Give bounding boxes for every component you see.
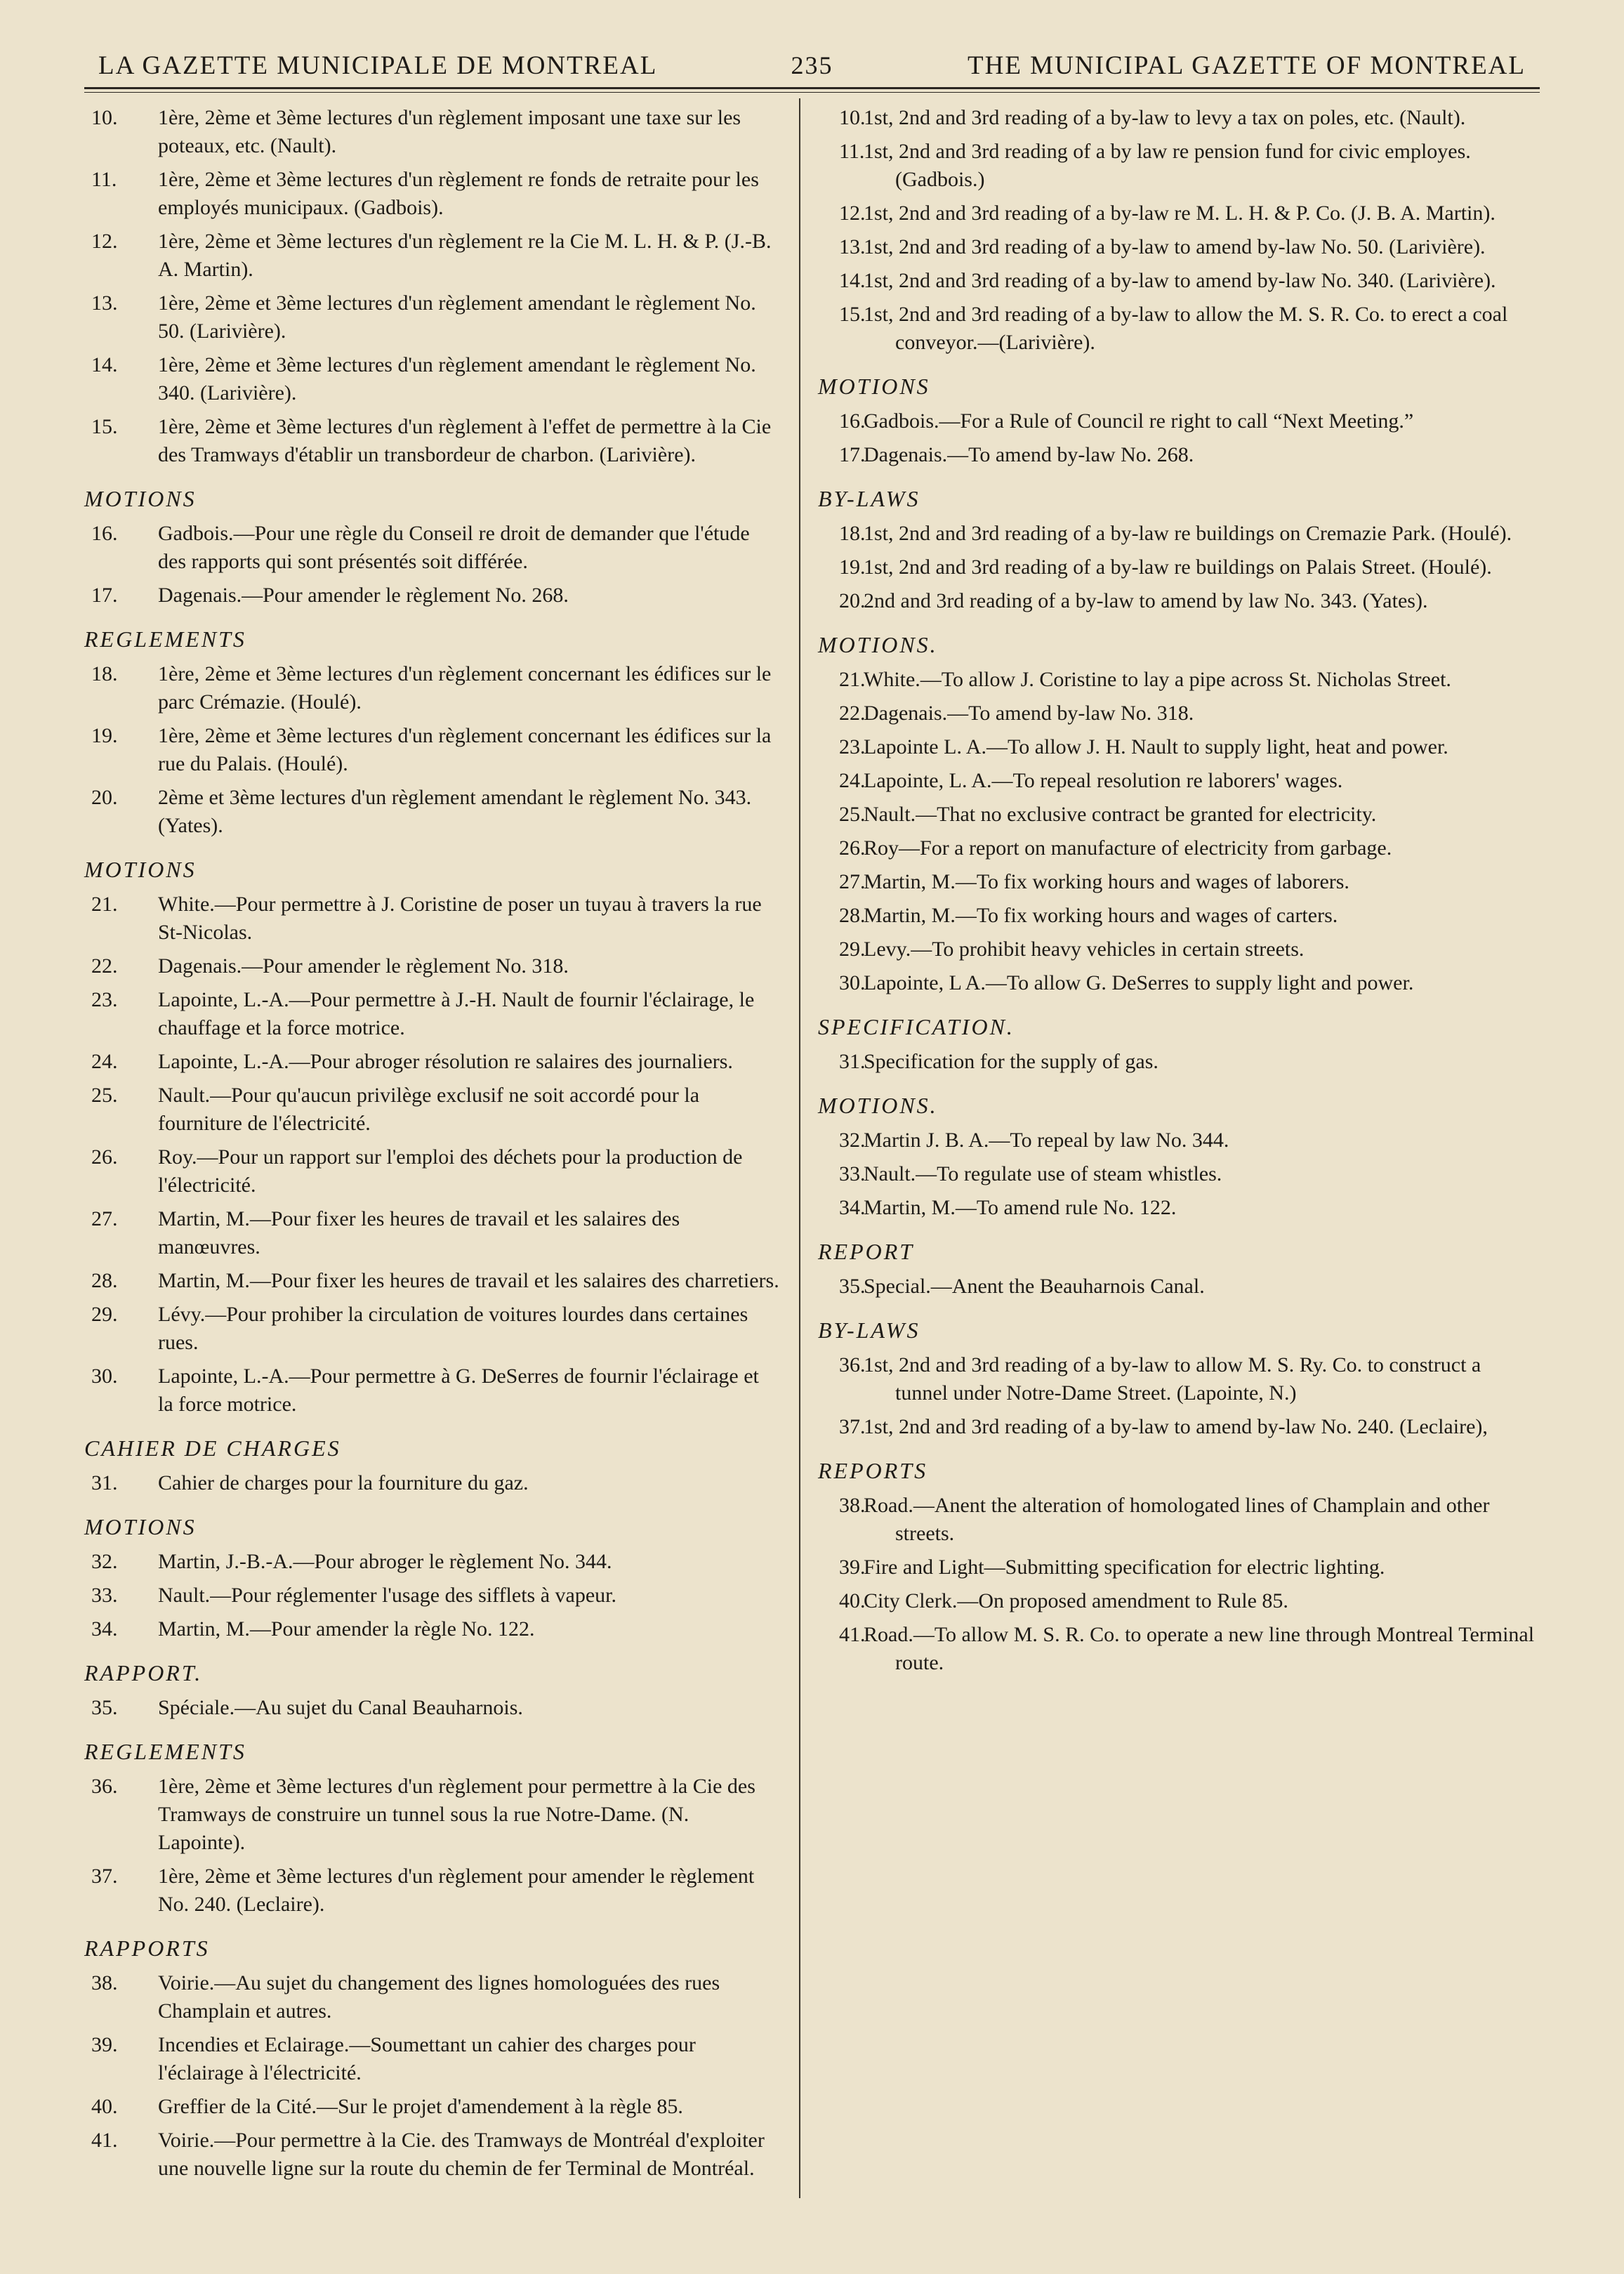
item-text: 1ère, 2ème et 3ème lectures d'un règlement re la Cie M. L. H. & P. (J.-B. A. Martin). xyxy=(158,230,772,281)
french-section-heading: MOTIONS xyxy=(84,1514,197,1539)
english-agenda-item xyxy=(818,902,1538,930)
item-number: 16. xyxy=(839,409,866,433)
item-text: 1ère, 2ème et 3ème lectures d'un règlement amendant le règlement No. 340. (Larivière). xyxy=(158,353,756,405)
item-number: 23. xyxy=(839,735,866,758)
item-number: 23. xyxy=(91,988,118,1011)
item-text: Nault.—To regulate use of steam whistles. xyxy=(864,1162,1222,1185)
item-text: Road.—To allow M. S. R. Co. to operate a new line through Montreal Terminal route. xyxy=(864,1623,1535,1674)
header-rule-thin xyxy=(84,92,1540,93)
item-number: 22. xyxy=(839,702,866,725)
french-section-heading: REGLEMENTS xyxy=(84,1739,246,1764)
item-text: Road.—Anent the alteration of homologated lines of Champlain and other streets. xyxy=(864,1494,1490,1545)
english-agenda-item xyxy=(818,407,1538,435)
english-section-heading: REPORTS xyxy=(818,1458,928,1483)
item-text: Special.—Anent the Beauharnois Canal. xyxy=(864,1275,1205,1298)
item-text: White.—To allow J. Coristine to lay a pipe across St. Nicholas Street. xyxy=(864,668,1451,691)
item-number: 31. xyxy=(91,1471,118,1494)
french-agenda-item xyxy=(84,1362,779,1419)
item-number: 24. xyxy=(91,1050,118,1073)
english-agenda-item xyxy=(818,767,1538,795)
english-agenda-item xyxy=(818,1492,1538,1548)
item-number: 30. xyxy=(839,971,866,994)
english-agenda-item xyxy=(818,1126,1538,1155)
item-number: 27. xyxy=(91,1207,118,1230)
item-text: Dagenais.—Pour amender le règlement No. 318. xyxy=(158,954,569,978)
item-text: Lapointe, L.-A.—Pour permettre à G. DeSerres de fournir l'éclairage et la force motrice. xyxy=(158,1365,759,1416)
english-agenda-item xyxy=(818,138,1538,194)
english-agenda-item xyxy=(818,233,1538,261)
item-text: 1st, 2nd and 3rd reading of a by-law re buildings on Palais Street. (Houlé). xyxy=(864,556,1492,579)
english-agenda-item xyxy=(818,699,1538,728)
item-number: 19. xyxy=(839,556,866,579)
item-number: 39. xyxy=(91,2033,118,2056)
english-agenda-item xyxy=(818,553,1538,581)
french-agenda-item xyxy=(84,660,779,716)
french-agenda-item xyxy=(84,986,779,1042)
item-number: 17. xyxy=(839,443,866,466)
english-agenda-item xyxy=(818,733,1538,761)
item-text: 1ère, 2ème et 3ème lectures d'un règlement à l'effet de permettre à la Cie des Tramways d'établir un transbordeur de charbon. (Larivière). xyxy=(158,415,772,466)
item-number: 12. xyxy=(839,202,866,225)
item-text: 1ère, 2ème et 3ème lectures d'un règlement imposant une taxe sur les poteaux, etc. (Nault). xyxy=(158,106,741,157)
french-agenda-item xyxy=(84,1469,779,1497)
item-number: 40. xyxy=(91,2095,118,2118)
english-section-heading: SPECIFICATION. xyxy=(818,1014,1015,1039)
french-agenda-item xyxy=(84,1301,779,1357)
english-section-heading: MOTIONS. xyxy=(818,632,938,657)
item-number: 37. xyxy=(839,1415,866,1438)
french-agenda-item xyxy=(84,2031,779,2087)
item-number: 25. xyxy=(839,803,866,826)
item-text: 1ère, 2ème et 3ème lectures d'un règlement pour amender le règlement No. 240. (Leclaire). xyxy=(158,1865,755,1916)
french-agenda-item xyxy=(84,2127,779,2183)
item-number: 34. xyxy=(91,1617,118,1641)
french-agenda-item xyxy=(84,952,779,980)
item-number: 24. xyxy=(839,769,866,792)
english-agenda-item xyxy=(818,1587,1538,1615)
item-text: Martin, M.—To fix working hours and wages of laborers. xyxy=(864,870,1349,893)
item-number: 20. xyxy=(91,786,118,809)
item-text: 1st, 2nd and 3rd reading of a by-law to amend by-law No. 240. (Leclaire), xyxy=(864,1415,1488,1438)
item-number: 37. xyxy=(91,1865,118,1888)
english-agenda-item xyxy=(818,1351,1538,1407)
item-text: Lévy.—Pour prohiber la circulation de voitures lourdes dans certaines rues. xyxy=(158,1303,748,1354)
english-agenda-item xyxy=(818,441,1538,469)
french-agenda-item xyxy=(84,1143,779,1200)
item-number: 15. xyxy=(839,303,866,326)
item-number: 13. xyxy=(91,291,118,315)
page-number: 235 xyxy=(791,51,833,79)
item-number: 27. xyxy=(839,870,866,893)
item-text: 1st, 2nd and 3rd reading of a by-law re buildings on Cremazie Park. (Houlé). xyxy=(864,522,1512,545)
item-number: 14. xyxy=(91,353,118,376)
item-number: 36. xyxy=(91,1775,118,1798)
item-text: 1st, 2nd and 3rd reading of a by-law to amend by-law No. 340. (Larivière). xyxy=(864,269,1496,292)
english-agenda-item xyxy=(818,1273,1538,1301)
item-text: Cahier de charges pour la fourniture du gaz. xyxy=(158,1471,529,1494)
english-agenda-item xyxy=(818,1048,1538,1076)
french-agenda-item xyxy=(84,520,779,576)
item-text: 1st, 2nd and 3rd reading of a by-law to levy a tax on poles, etc. (Nault). xyxy=(864,106,1466,129)
item-number: 11. xyxy=(839,140,865,163)
english-agenda-item xyxy=(818,801,1538,829)
item-number: 12. xyxy=(91,230,118,253)
item-text: Voirie.—Au sujet du changement des lignes homologuées des rues Champlain et autres. xyxy=(158,1971,720,2023)
item-text: Nault.—Pour réglementer l'usage des sifflets à vapeur. xyxy=(158,1584,616,1607)
item-number: 35. xyxy=(839,1275,866,1298)
english-agenda-item xyxy=(818,969,1538,997)
item-number: 41. xyxy=(839,1623,866,1646)
item-text: Nault.—Pour qu'aucun privilège exclusif ne soit accordé pour la fourniture de l'électricité. xyxy=(158,1084,700,1135)
header-rule xyxy=(84,87,1540,89)
english-agenda-item xyxy=(818,1621,1538,1677)
item-number: 21. xyxy=(91,893,118,916)
item-text: 1ère, 2ème et 3ème lectures d'un règlement pour permettre à la Cie des Tramways de construire un tunnel sous la rue Notre-Dame. (N. Lapointe). xyxy=(158,1775,755,1854)
item-number: 15. xyxy=(91,415,118,438)
page-header xyxy=(84,44,1540,86)
item-text: 1st, 2nd and 3rd reading of a by-law to allow the M. S. R. Co. to erect a coal conveyor.—(Larivière). xyxy=(864,303,1508,354)
item-text: Martin, M.—To fix working hours and wages of carters. xyxy=(864,904,1338,927)
french-agenda-item xyxy=(84,581,779,610)
item-number: 33. xyxy=(91,1584,118,1607)
english-agenda-item xyxy=(818,104,1538,132)
french-agenda-item xyxy=(84,1773,779,1857)
english-agenda-item xyxy=(818,199,1538,228)
english-agenda-item xyxy=(818,1553,1538,1582)
item-text: Gadbois.—Pour une règle du Conseil re droit de demander que l'étude des rapports qui sont présentés soit différée. xyxy=(158,522,750,573)
header-title-english: THE MUNICIPAL GAZETTE OF MONTREAL xyxy=(968,51,1526,80)
item-text: 1st, 2nd and 3rd reading of a by-law re M. L. H. & P. Co. (J. B. A. Martin). xyxy=(864,202,1496,225)
french-agenda-item xyxy=(84,228,779,284)
item-text: Roy—For a report on manufacture of electricity from garbage. xyxy=(864,836,1392,860)
item-number: 16. xyxy=(91,522,118,545)
item-number: 29. xyxy=(839,938,866,961)
french-agenda-item xyxy=(84,289,779,346)
french-section-heading: RAPPORTS xyxy=(84,1935,210,1961)
item-text: 1ère, 2ème et 3ème lectures d'un règlement concernant les édifices sur le parc Crémazie. (Houlé). xyxy=(158,662,772,714)
french-section-heading: MOTIONS xyxy=(84,857,197,882)
item-text: 1st, 2nd and 3rd reading of a by-law to amend by-law No. 50. (Larivière). xyxy=(864,235,1486,258)
item-text: Levy.—To prohibit heavy vehicles in certain streets. xyxy=(864,938,1305,961)
french-agenda-item xyxy=(84,104,779,160)
item-text: 2nd and 3rd reading of a by-law to amend by law No. 343. (Yates). xyxy=(864,589,1428,612)
item-text: Spéciale.—Au sujet du Canal Beauharnois. xyxy=(158,1696,523,1719)
item-text: Martin, J.-B.-A.—Pour abroger le règlement No. 344. xyxy=(158,1550,612,1573)
item-text: Martin, M.—Pour fixer les heures de travail et les salaires des charretiers. xyxy=(158,1269,779,1292)
item-text: Lapointe, L. A.—To repeal resolution re laborers' wages. xyxy=(864,769,1343,792)
item-text: Incendies et Eclairage.—Soumettant un cahier des charges pour l'éclairage à l'électricité. xyxy=(158,2033,696,2084)
item-text: Martin, M.—Pour fixer les heures de travail et les salaires des manœuvres. xyxy=(158,1207,680,1258)
item-text: Lapointe, L A.—To allow G. DeSerres to supply light and power. xyxy=(864,971,1414,994)
item-number: 32. xyxy=(91,1550,118,1573)
french-agenda-item xyxy=(84,1048,779,1076)
item-number: 19. xyxy=(91,724,118,747)
item-text: Dagenais.—To amend by-law No. 268. xyxy=(864,443,1194,466)
english-section-heading: MOTIONS xyxy=(818,374,930,399)
item-number: 13. xyxy=(839,235,866,258)
english-agenda-item xyxy=(818,267,1538,295)
item-text: 1st, 2nd and 3rd reading of a by-law to allow M. S. Ry. Co. to construct a tunnel under Notre-Dame Street. (Lapointe, N.) xyxy=(864,1353,1481,1405)
french-section-heading: RAPPORT. xyxy=(84,1660,203,1685)
header-title-french: LA GAZETTE MUNICIPALE DE MONTREAL xyxy=(98,51,658,80)
item-number: 30. xyxy=(91,1365,118,1388)
item-number: 14. xyxy=(839,269,866,292)
item-text: Roy.—Pour un rapport sur l'emploi des déchets pour la production de l'électricité. xyxy=(158,1145,743,1197)
item-number: 32. xyxy=(839,1129,866,1152)
english-section-heading: REPORT xyxy=(818,1239,915,1264)
item-number: 22. xyxy=(91,954,118,978)
french-agenda-item xyxy=(84,1082,779,1138)
english-agenda-item xyxy=(818,1160,1538,1188)
item-text: 2ème et 3ème lectures d'un règlement amendant le règlement No. 343. (Yates). xyxy=(158,786,752,837)
item-number: 28. xyxy=(91,1269,118,1292)
french-section-heading: CAHIER DE CHARGES xyxy=(84,1435,341,1461)
english-agenda-item xyxy=(818,935,1538,964)
french-agenda-item xyxy=(84,351,779,407)
item-number: 21. xyxy=(839,668,866,691)
french-section-heading: MOTIONS xyxy=(84,486,197,511)
french-agenda-item xyxy=(84,413,779,469)
item-text: Martin, M.—To amend rule No. 122. xyxy=(864,1196,1177,1219)
item-text: City Clerk.—On proposed amendment to Rule 85. xyxy=(864,1589,1288,1612)
english-agenda-item xyxy=(818,666,1538,694)
item-text: Lapointe, L.-A.—Pour permettre à J.-H. Nault de fournir l'éclairage, le chauffage et la force motrice. xyxy=(158,988,755,1039)
french-agenda-item xyxy=(84,1267,779,1295)
item-number: 11. xyxy=(91,168,117,191)
french-agenda-item xyxy=(84,1969,779,2025)
french-agenda-item xyxy=(84,1205,779,1261)
item-text: Voirie.—Pour permettre à la Cie. des Tramways de Montréal d'exploiter une nouvelle ligne sur la route du chemin de fer Terminal de Montréal. xyxy=(158,2129,765,2180)
english-agenda-item xyxy=(818,301,1538,357)
item-number: 26. xyxy=(839,836,866,860)
french-agenda-item xyxy=(84,1582,779,1610)
item-text: Martin J. B. A.—To repeal by law No. 344. xyxy=(864,1129,1229,1152)
item-number: 34. xyxy=(839,1196,866,1219)
item-number: 29. xyxy=(91,1303,118,1326)
item-number: 41. xyxy=(91,2129,118,2152)
french-agenda-item xyxy=(84,890,779,947)
english-agenda-item xyxy=(818,1194,1538,1222)
item-text: Nault.—That no exclusive contract be granted for electricity. xyxy=(864,803,1377,826)
english-agenda-item xyxy=(818,520,1538,548)
french-agenda-item xyxy=(84,1615,779,1643)
item-number: 31. xyxy=(839,1050,866,1073)
french-agenda-item xyxy=(84,722,779,778)
french-column xyxy=(84,104,779,2188)
item-text: 1ère, 2ème et 3ème lectures d'un règlement re fonds de retraite pour les employés municipaux. (Gadbois). xyxy=(158,168,759,219)
english-section-heading: BY-LAWS xyxy=(818,486,920,511)
item-text: Dagenais.—Pour amender le règlement No. 268. xyxy=(158,584,569,607)
item-text: White.—Pour permettre à J. Coristine de poser un tuyau à travers la rue St-Nicolas. xyxy=(158,893,762,944)
french-agenda-item xyxy=(84,1862,779,1919)
english-section-heading: BY-LAWS xyxy=(818,1317,920,1343)
french-section-heading: REGLEMENTS xyxy=(84,626,246,652)
item-number: 38. xyxy=(91,1971,118,1994)
english-agenda-item xyxy=(818,834,1538,862)
item-text: 1ère, 2ème et 3ème lectures d'un règlement amendant le règlement No. 50. (Larivière). xyxy=(158,291,756,343)
item-text: Gadbois.—For a Rule of Council re right to call “Next Meeting.” xyxy=(864,409,1414,433)
english-column xyxy=(818,104,1538,1683)
item-text: Specification for the supply of gas. xyxy=(864,1050,1158,1073)
item-text: Lapointe L. A.—To allow J. H. Nault to supply light, heat and power. xyxy=(864,735,1448,758)
item-number: 10. xyxy=(839,106,866,129)
item-number: 17. xyxy=(91,584,118,607)
item-number: 36. xyxy=(839,1353,866,1376)
item-number: 35. xyxy=(91,1696,118,1719)
french-agenda-item xyxy=(84,1548,779,1576)
item-number: 40. xyxy=(839,1589,866,1612)
english-section-heading: MOTIONS. xyxy=(818,1093,938,1118)
item-text: Fire and Light—Submitting specification for electric lighting. xyxy=(864,1556,1385,1579)
item-text: Lapointe, L.-A.—Pour abroger résolution re salaires des journaliers. xyxy=(158,1050,733,1073)
item-number: 18. xyxy=(839,522,866,545)
item-text: Dagenais.—To amend by-law No. 318. xyxy=(864,702,1194,725)
item-number: 38. xyxy=(839,1494,866,1517)
column-divider xyxy=(799,98,800,2198)
french-agenda-item xyxy=(84,166,779,222)
item-number: 10. xyxy=(91,106,118,129)
item-text: 1st, 2nd and 3rd reading of a by law re pension fund for civic employes. (Gadbois.) xyxy=(864,140,1471,191)
item-number: 33. xyxy=(839,1162,866,1185)
english-agenda-item xyxy=(818,587,1538,615)
french-agenda-item xyxy=(84,784,779,840)
english-agenda-item xyxy=(818,868,1538,896)
item-text: 1ère, 2ème et 3ème lectures d'un règlement concernant les édifices sur la rue du Palais. (Houlé). xyxy=(158,724,772,775)
item-text: Greffier de la Cité.—Sur le projet d'amendement à la règle 85. xyxy=(158,2095,683,2118)
item-number: 20. xyxy=(839,589,866,612)
french-agenda-item xyxy=(84,1694,779,1722)
item-number: 39. xyxy=(839,1556,866,1579)
item-number: 26. xyxy=(91,1145,118,1169)
item-number: 28. xyxy=(839,904,866,927)
english-agenda-item xyxy=(818,1413,1538,1441)
item-number: 18. xyxy=(91,662,118,685)
item-number: 25. xyxy=(91,1084,118,1107)
french-agenda-item xyxy=(84,2093,779,2121)
item-text: Martin, M.—Pour amender la règle No. 122. xyxy=(158,1617,535,1641)
